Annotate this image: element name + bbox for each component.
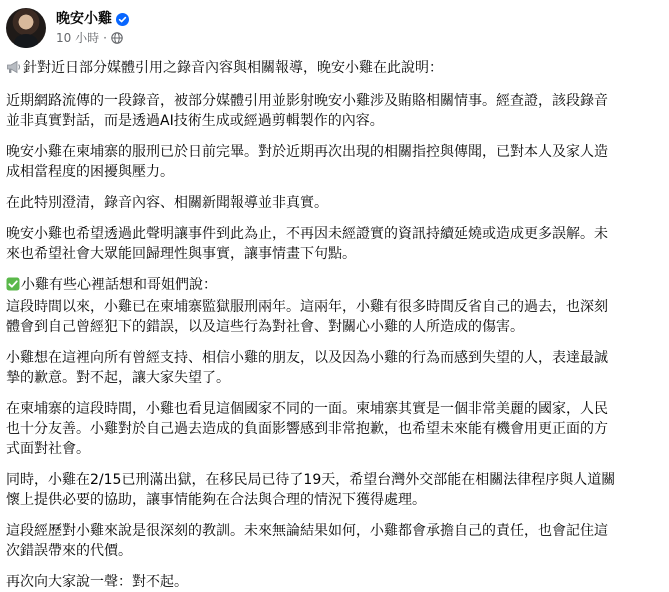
- post-time-row: [56, 29, 129, 47]
- verified-badge-icon: [116, 13, 129, 26]
- paragraph-line: 也十分友善。小雞對於自己過去造成的負面影響感到非常抱歉，也希望未來能有機會用更正面的方: [6, 421, 608, 437]
- paragraph-line: 次錯誤帶來的代價。: [6, 543, 132, 559]
- post-paragraph: [6, 348, 661, 388]
- post-paragraph: [6, 142, 661, 182]
- paragraph-line: 同時，小雞在2/15已刑滿出獄，在移民局已待了19天，希望台灣外交部能在相關法律程序與人道關: [6, 472, 616, 488]
- paragraph-line: 晚安小雞也希望透過此聲明讓事件到此為止，不再因未經證實的資訊持續延燒或造成更多誤解。未: [6, 226, 608, 242]
- paragraph-line: 小雞想在這裡向所有曾經支持、相信小雞的朋友，以及因為小雞的行為而感到失望的人，表達最誠: [6, 350, 608, 366]
- post-paragraph: [6, 470, 661, 510]
- paragraph-line: 摯的歉意。對不起，讓大家失望了。: [6, 370, 230, 386]
- paragraph-line: 成相當程度的困擾與壓力。: [6, 164, 174, 180]
- post-body: [6, 58, 661, 592]
- post-paragraph: [6, 521, 661, 561]
- paragraph-line: 在柬埔寨的這段時間，小雞也看見這個國家不同的一面。柬埔寨其實是一個非常美麗的國家，人民: [6, 401, 608, 417]
- paragraph-line: 式面對社會。: [6, 441, 90, 457]
- paragraph-line: 在此特別澄清，錄音內容、相關新聞報導並非真實。: [6, 195, 328, 211]
- author-avatar[interactable]: [6, 8, 46, 48]
- meta-separator: ·: [103, 31, 107, 45]
- post-paragraph: [6, 572, 661, 592]
- paragraph-line: 體會到自己曾經犯下的錯誤，以及這些行為對社會、對關心小雞的人所造成的傷害。: [6, 319, 524, 335]
- post-paragraph: [6, 58, 661, 80]
- paragraph-line: 懷上提供必要的協助，讓事情能夠在合法與合理的情況下獲得處理。: [6, 492, 426, 508]
- post-paragraph: [6, 193, 661, 213]
- paragraph-line: 這段經歷對小雞來說是很深刻的教訓。未來無論結果如何，小雞都會承擔自己的責任，也會記住這: [6, 523, 608, 539]
- paragraph-line: 並非真實對話，而是透過AI技術生成或經過剪輯製作的內容。: [6, 113, 384, 129]
- post-paragraph: [6, 91, 661, 131]
- paragraph-line-with-icon: [6, 275, 661, 297]
- megaphone-icon: [6, 60, 22, 80]
- globe-icon[interactable]: [111, 32, 123, 44]
- paragraph-line: 小雞有些心裡話想和哥姐們說：: [21, 277, 217, 293]
- post-paragraph: [6, 399, 661, 459]
- paragraph-line: 來也希望社會大眾能回歸理性與事實，讓事情畫下句點。: [6, 246, 356, 262]
- post-paragraph: [6, 224, 661, 264]
- post-header: [6, 6, 129, 50]
- paragraph-line: 近期網路流傳的一段錄音，被部分媒體引用並影射晚安小雞涉及賄賂相關情事。經查證，該段錄音: [6, 93, 608, 109]
- post-timestamp[interactable]: 10 小時: [56, 31, 100, 45]
- author-name[interactable]: 晚安小雞: [56, 11, 112, 27]
- paragraph-line: 這段時間以來，小雞已在柬埔寨監獄服刑兩年。這兩年，小雞有很多時間反省自己的過去，也深刻: [6, 299, 608, 315]
- author-row: [56, 9, 129, 29]
- post-meta: [56, 9, 129, 47]
- post-paragraph: [6, 275, 661, 337]
- check-mark-button-icon: [6, 277, 20, 297]
- paragraph-line: 再次向大家說一聲：對不起。: [6, 574, 188, 590]
- paragraph-line: 晚安小雞在柬埔寨的服刑已於日前完畢。對於近期再次出現的相關指控與傳聞，已對本人及家人造: [6, 144, 608, 160]
- paragraph-line: 針對近日部分媒體引用之錄音內容與相關報導，晚安小雞在此說明：: [23, 60, 443, 76]
